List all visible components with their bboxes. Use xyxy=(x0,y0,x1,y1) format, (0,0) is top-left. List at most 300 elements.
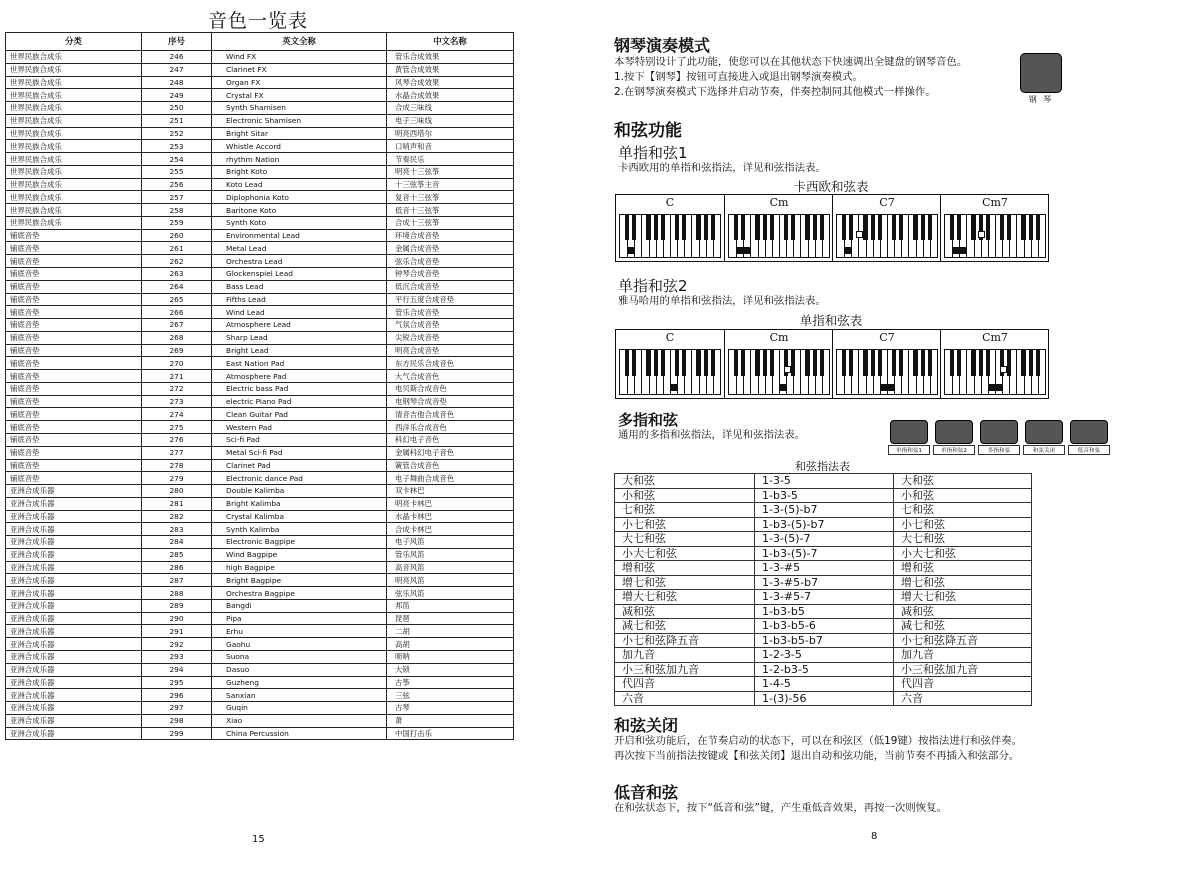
table-row xyxy=(615,677,1032,692)
pressed-key-marker xyxy=(780,384,787,391)
table-cell: 294 xyxy=(142,663,212,676)
table-cell: 亚洲合成乐器 xyxy=(6,676,142,689)
white-key xyxy=(966,350,967,394)
table-row xyxy=(6,485,514,498)
table-cell: 1-b3-(5)-7 xyxy=(755,546,894,561)
table-cell: 高音风笛 xyxy=(387,561,514,574)
table-cell: 1-2-3-5 xyxy=(755,648,894,663)
pressed-key-marker xyxy=(989,384,996,391)
white-key xyxy=(670,215,671,257)
table-cell: 267 xyxy=(142,319,212,332)
table-cell: 钟琴合成音垫 xyxy=(387,268,514,281)
table-cell: 285 xyxy=(142,548,212,561)
table-cell: Koto Lead xyxy=(212,178,387,191)
table-cell: 减七和弦 xyxy=(615,619,755,634)
table-cell: 管乐合成音垫 xyxy=(387,306,514,319)
table-cell: 铺底音垫 xyxy=(6,382,142,395)
black-key xyxy=(675,350,679,376)
table-cell: 铺底音垫 xyxy=(6,268,142,281)
table-cell: 261 xyxy=(142,242,212,255)
table-cell: Guzheng xyxy=(212,676,387,689)
table-row xyxy=(6,216,514,229)
table-cell: Bangdi xyxy=(212,599,387,612)
table-cell: 弦乐风笛 xyxy=(387,587,514,600)
table-cell: 复音十三弦筝 xyxy=(387,191,514,204)
black-key xyxy=(646,350,650,376)
chord-cell xyxy=(724,330,833,398)
table-cell: 中国打击乐 xyxy=(387,727,514,740)
black-key xyxy=(871,350,875,376)
table-cell: 增七和弦 xyxy=(615,575,755,590)
table-cell: Fifths Lead xyxy=(212,293,387,306)
table-cell: 亚洲合成乐器 xyxy=(6,497,142,510)
piano-button-label: 钢 琴 xyxy=(1028,95,1054,104)
table-row xyxy=(6,574,514,587)
black-key xyxy=(1029,350,1033,376)
table-cell: 世界民族合成乐 xyxy=(6,165,142,178)
table-cell: 管乐合成效果 xyxy=(387,51,514,64)
keyboard-diagram xyxy=(619,349,721,395)
table-row xyxy=(6,280,514,293)
table-row xyxy=(6,587,514,600)
black-key xyxy=(1036,350,1040,376)
table-cell: Suona xyxy=(212,650,387,663)
black-key xyxy=(899,350,903,376)
table-cell: 大和弦 xyxy=(615,474,755,489)
table-cell: 代四音 xyxy=(894,677,1032,692)
black-key xyxy=(986,215,990,240)
table-cell: 280 xyxy=(142,485,212,498)
black-key xyxy=(1029,215,1033,240)
black-key xyxy=(1000,215,1004,240)
voice-list-table xyxy=(5,32,514,740)
table-cell: 小七和弦降五音 xyxy=(894,633,1032,648)
black-key xyxy=(625,350,629,376)
table-cell: 电子风笛 xyxy=(387,536,514,549)
table-cell: 明亮风笛 xyxy=(387,574,514,587)
table-cell: 增和弦 xyxy=(615,561,755,576)
table-cell: 西洋乐合成音色 xyxy=(387,421,514,434)
table-cell: Sharp Lead xyxy=(212,331,387,344)
chord-mode-button-illustration xyxy=(980,420,1018,444)
black-key xyxy=(849,350,853,376)
chord-mode-button-label: 单指和弦2 xyxy=(933,445,975,455)
chord-name: Cm7 xyxy=(982,331,1008,344)
table-cell: Atmosphere Pad xyxy=(212,370,387,383)
table-cell: Bass Lead xyxy=(212,280,387,293)
black-key xyxy=(913,215,917,240)
table-row xyxy=(6,523,514,536)
table-cell: 小七和弦 xyxy=(615,517,755,532)
table-cell: 尖锐合成音垫 xyxy=(387,331,514,344)
table-cell: 铺底音垫 xyxy=(6,421,142,434)
black-key xyxy=(791,350,795,376)
table-row xyxy=(615,503,1032,518)
single-finger-2-title: 单指和弦2 xyxy=(618,277,688,295)
keyboard-diagram xyxy=(944,349,1046,395)
table-cell: 合成卡林巴 xyxy=(387,523,514,536)
black-key xyxy=(1007,215,1011,240)
table-cell: 气氛合成音垫 xyxy=(387,319,514,332)
table-cell: 铺底音垫 xyxy=(6,357,142,370)
chord-off-title: 和弦关闭 xyxy=(614,716,679,735)
black-key xyxy=(921,215,925,240)
table-row xyxy=(6,510,514,523)
table-cell: 东方民乐合成音色 xyxy=(387,357,514,370)
table-row xyxy=(615,691,1032,706)
table-cell: 266 xyxy=(142,306,212,319)
table-cell: 环境合成音垫 xyxy=(387,229,514,242)
table-cell: Crystal Kalimba xyxy=(212,510,387,523)
table-cell: 铺底音垫 xyxy=(6,229,142,242)
table-cell: Synth Shamisen xyxy=(212,102,387,115)
table-cell: 1-2-b3-5 xyxy=(755,662,894,677)
table-cell: 1-3-#5-7 xyxy=(755,590,894,605)
table-cell: 古筝 xyxy=(387,676,514,689)
table-cell: Diplophonia Koto xyxy=(212,191,387,204)
table-row xyxy=(615,488,1032,503)
table-cell: 铺底音垫 xyxy=(6,306,142,319)
pressed-key-marker xyxy=(978,231,985,238)
table-cell: 节奏民乐 xyxy=(387,153,514,166)
table-cell: 295 xyxy=(142,676,212,689)
table-cell: 287 xyxy=(142,574,212,587)
table-cell: 电子三味线 xyxy=(387,114,514,127)
table-cell: 合成三味线 xyxy=(387,102,514,115)
table-cell: 亚洲合成乐器 xyxy=(6,650,142,663)
table-cell: Bright Lead xyxy=(212,344,387,357)
chord-name: C xyxy=(665,331,675,344)
table-cell: Double Kalimba xyxy=(212,485,387,498)
table-row xyxy=(615,561,1032,576)
table-row xyxy=(6,702,514,715)
table-cell: 272 xyxy=(142,382,212,395)
table-cell: 281 xyxy=(142,497,212,510)
black-key xyxy=(950,350,954,376)
column-header: 分类 xyxy=(6,33,142,51)
table-cell: 1-b3-b5 xyxy=(755,604,894,619)
table-row xyxy=(615,575,1032,590)
table-cell: 琵琶 xyxy=(387,612,514,625)
table-cell: 271 xyxy=(142,370,212,383)
table-cell: 1-(3)-56 xyxy=(755,691,894,706)
table-cell: 铺底音垫 xyxy=(6,293,142,306)
black-key xyxy=(675,215,679,240)
table-cell: 亚洲合成乐器 xyxy=(6,536,142,549)
white-key xyxy=(800,350,801,394)
table-cell: 铺底音垫 xyxy=(6,331,142,344)
white-key xyxy=(779,215,780,257)
black-key xyxy=(696,350,700,376)
column-header: 序号 xyxy=(142,33,212,51)
table-row xyxy=(6,676,514,689)
table-cell: 小和弦 xyxy=(894,488,1032,503)
black-key xyxy=(646,215,650,240)
black-key xyxy=(913,350,917,376)
black-key xyxy=(696,215,700,240)
chord-name: Cm xyxy=(769,196,789,209)
table-row xyxy=(6,165,514,178)
table-row xyxy=(6,497,514,510)
table-cell: 亚洲合成乐器 xyxy=(6,561,142,574)
table-cell: Wind Bagpipe xyxy=(212,548,387,561)
table-cell: 增七和弦 xyxy=(894,575,1032,590)
table-cell: 亚洲合成乐器 xyxy=(6,689,142,702)
white-key xyxy=(691,215,692,257)
table-cell: 289 xyxy=(142,599,212,612)
table-cell: 六音 xyxy=(615,691,755,706)
table-cell: 1-3-#5-b7 xyxy=(755,575,894,590)
pressed-key-marker xyxy=(1000,366,1007,373)
table-row xyxy=(6,599,514,612)
table-cell: 铺底音垫 xyxy=(6,472,142,485)
table-row xyxy=(615,633,1032,648)
table-cell: 252 xyxy=(142,127,212,140)
table-cell: 亚洲合成乐器 xyxy=(6,510,142,523)
table-cell: Orchestra Lead xyxy=(212,255,387,268)
table-cell: 246 xyxy=(142,51,212,64)
table-row xyxy=(615,648,1032,663)
table-cell: 296 xyxy=(142,689,212,702)
pressed-key-marker xyxy=(671,384,678,391)
black-key xyxy=(734,215,738,240)
chord-mode-button-illustration xyxy=(935,420,973,444)
table-row xyxy=(6,714,514,727)
single-finger-1-title: 单指和弦1 xyxy=(618,144,688,162)
white-key xyxy=(750,350,751,394)
chord-fingering-table xyxy=(614,473,1032,706)
table-row xyxy=(615,532,1032,547)
table-cell: 萧 xyxy=(387,714,514,727)
table-cell: 黄管合成效果 xyxy=(387,63,514,76)
table-cell: 257 xyxy=(142,191,212,204)
table-cell: 合成十三弦筝 xyxy=(387,216,514,229)
black-key xyxy=(971,350,975,376)
table-cell: 1-4-5 xyxy=(755,677,894,692)
table-cell: 265 xyxy=(142,293,212,306)
table-cell: 大锁 xyxy=(387,663,514,676)
table-cell: 加九音 xyxy=(615,648,755,663)
bass-chord-text: 在和弦状态下，按下“低音和弦”键，产生重低音效果，再按一次则恢复。 xyxy=(614,802,947,814)
table-row xyxy=(6,140,514,153)
pressed-key-marker xyxy=(996,384,1003,391)
table-cell: 小七和弦 xyxy=(894,517,1032,532)
single-chord-chart-title: 单指和弦表 xyxy=(799,313,863,328)
pressed-key-marker xyxy=(737,247,744,254)
table-row xyxy=(6,650,514,663)
table-cell: 增大七和弦 xyxy=(894,590,1032,605)
table-cell: 1-3-(5)-b7 xyxy=(755,503,894,518)
table-cell: Guqin xyxy=(212,702,387,715)
table-cell: 水晶合成效果 xyxy=(387,89,514,102)
table-cell: 二胡 xyxy=(387,625,514,638)
black-key xyxy=(625,215,629,240)
table-cell: 1-b3-5 xyxy=(755,488,894,503)
table-cell: 世界民族合成乐 xyxy=(6,178,142,191)
table-row xyxy=(6,242,514,255)
white-key xyxy=(1016,215,1017,257)
table-cell: Organ FX xyxy=(212,76,387,89)
table-row xyxy=(6,612,514,625)
black-key xyxy=(950,215,954,240)
keyboard-diagram xyxy=(836,349,938,395)
table-row xyxy=(6,89,514,102)
table-row xyxy=(6,382,514,395)
black-key xyxy=(704,215,708,240)
chord-cell xyxy=(832,330,941,398)
black-key xyxy=(654,215,658,240)
table-cell: 258 xyxy=(142,204,212,217)
single-chord-chart xyxy=(615,329,1049,399)
table-cell: 金属科幻电子音色 xyxy=(387,446,514,459)
black-key xyxy=(842,215,846,240)
black-key xyxy=(1021,215,1025,240)
table-cell: 增大七和弦 xyxy=(615,590,755,605)
table-cell: 清音吉他合成音色 xyxy=(387,408,514,421)
table-row xyxy=(6,306,514,319)
table-row xyxy=(615,604,1032,619)
black-key xyxy=(661,350,665,376)
table-cell: 明亮十三弦筝 xyxy=(387,165,514,178)
table-cell: 世界民族合成乐 xyxy=(6,127,142,140)
table-row xyxy=(6,663,514,676)
table-cell: Crystal FX xyxy=(212,89,387,102)
table-cell: Erhu xyxy=(212,625,387,638)
table-cell: 1-b3-b5-b7 xyxy=(755,633,894,648)
table-cell: Wind Lead xyxy=(212,306,387,319)
table-row xyxy=(6,548,514,561)
table-cell: 减和弦 xyxy=(894,604,1032,619)
table-cell: 世界民族合成乐 xyxy=(6,51,142,64)
table-cell: 小和弦 xyxy=(615,488,755,503)
black-key xyxy=(704,350,708,376)
table-row xyxy=(6,178,514,191)
table-cell: 古琴 xyxy=(387,702,514,715)
black-key xyxy=(770,215,774,240)
table-cell: 大七和弦 xyxy=(894,532,1032,547)
table-cell: 唢呐 xyxy=(387,650,514,663)
table-cell: 282 xyxy=(142,510,212,523)
black-key xyxy=(928,350,932,376)
chord-mode-button-label: 多指和弦 xyxy=(978,445,1020,455)
table-cell: 251 xyxy=(142,114,212,127)
black-key xyxy=(805,350,809,376)
white-key xyxy=(641,350,642,394)
table-cell: 250 xyxy=(142,102,212,115)
chord-name: Cm7 xyxy=(982,196,1008,209)
table-cell: 世界民族合成乐 xyxy=(6,216,142,229)
black-key xyxy=(871,215,875,240)
table-cell: 256 xyxy=(142,178,212,191)
black-key xyxy=(863,215,867,240)
black-key xyxy=(928,215,932,240)
table-cell: 小大七和弦 xyxy=(894,546,1032,561)
table-cell: Bright Bagpipe xyxy=(212,574,387,587)
black-key xyxy=(805,215,809,240)
table-cell: 水晶卡林巴 xyxy=(387,510,514,523)
table-row xyxy=(615,474,1032,489)
black-key xyxy=(820,215,824,240)
table-cell: Clarinet FX xyxy=(212,63,387,76)
black-key xyxy=(979,350,983,376)
table-cell: 263 xyxy=(142,268,212,281)
black-key xyxy=(741,215,745,240)
black-key xyxy=(763,215,767,240)
table-cell: 风琴合成效果 xyxy=(387,76,514,89)
black-key xyxy=(813,350,817,376)
black-key xyxy=(921,350,925,376)
table-cell: 铺底音垫 xyxy=(6,446,142,459)
table-cell: 电贝斯合成音色 xyxy=(387,382,514,395)
single-finger-1-desc: 卡西欧用的单指和弦指法，详见和弦指法表。 xyxy=(618,162,826,174)
chord-cell xyxy=(940,195,1049,261)
pressed-key-marker xyxy=(881,384,888,391)
chord-mode-button-label: 低音和弦 xyxy=(1068,445,1110,455)
black-key xyxy=(957,350,961,376)
table-row xyxy=(6,255,514,268)
table-row xyxy=(615,590,1032,605)
chord-off-text: 开启和弦功能后，在节奏启动的状态下，可以在和弦区（低19键）按指法进行和弦伴奏。 再次按下当前指法按键或【和弦关闭】退出自动和弦功能，当前节奏不再插入和弦部分。 xyxy=(614,735,1023,762)
white-key xyxy=(887,215,888,257)
table-cell: 科幻电子音色 xyxy=(387,433,514,446)
table-cell: 小七和弦降五音 xyxy=(615,633,755,648)
black-key xyxy=(892,350,896,376)
table-row xyxy=(6,421,514,434)
table-cell: high Bagpipe xyxy=(212,561,387,574)
black-key xyxy=(632,350,636,376)
table-cell: 世界民族合成乐 xyxy=(6,63,142,76)
table-cell: 七和弦 xyxy=(615,503,755,518)
black-key xyxy=(849,215,853,240)
table-cell: 253 xyxy=(142,140,212,153)
table-row xyxy=(6,446,514,459)
chord-name: C7 xyxy=(879,196,895,209)
table-cell: 双卡林巴 xyxy=(387,485,514,498)
white-key xyxy=(1016,350,1017,394)
chord-cell xyxy=(832,195,941,261)
table-cell: 299 xyxy=(142,727,212,740)
table-cell: Clean Guitar Pad xyxy=(212,408,387,421)
table-cell: Pipa xyxy=(212,612,387,625)
black-key xyxy=(863,350,867,376)
table-row xyxy=(6,370,514,383)
table-cell: Atmosphere Lead xyxy=(212,319,387,332)
table-cell: 286 xyxy=(142,561,212,574)
table-cell: Baritone Koto xyxy=(212,204,387,217)
table-cell: 292 xyxy=(142,638,212,651)
table-cell: 簧管合成音色 xyxy=(387,459,514,472)
casio-chord-chart xyxy=(615,194,1049,262)
table-cell: 铺底音垫 xyxy=(6,319,142,332)
table-cell: East Nation Pad xyxy=(212,357,387,370)
table-cell: 293 xyxy=(142,650,212,663)
table-cell: 世界民族合成乐 xyxy=(6,191,142,204)
chord-mode-button-illustration xyxy=(1070,420,1108,444)
piano-mode-title: 钢琴演奏模式 xyxy=(614,36,711,55)
table-row xyxy=(6,127,514,140)
table-row xyxy=(6,433,514,446)
table-cell: electric Piano Pad xyxy=(212,395,387,408)
table-row xyxy=(6,204,514,217)
black-key xyxy=(820,350,824,376)
chord-cell xyxy=(940,330,1049,398)
page-title: 音色一览表 xyxy=(207,10,308,32)
table-cell: 259 xyxy=(142,216,212,229)
table-cell: 铺底音垫 xyxy=(6,242,142,255)
table-cell: 明亮合成音垫 xyxy=(387,344,514,357)
multi-finger-desc: 通用的多指和弦指法，详见和弦指法表。 xyxy=(618,429,806,441)
column-header: 中文名称 xyxy=(387,33,514,51)
